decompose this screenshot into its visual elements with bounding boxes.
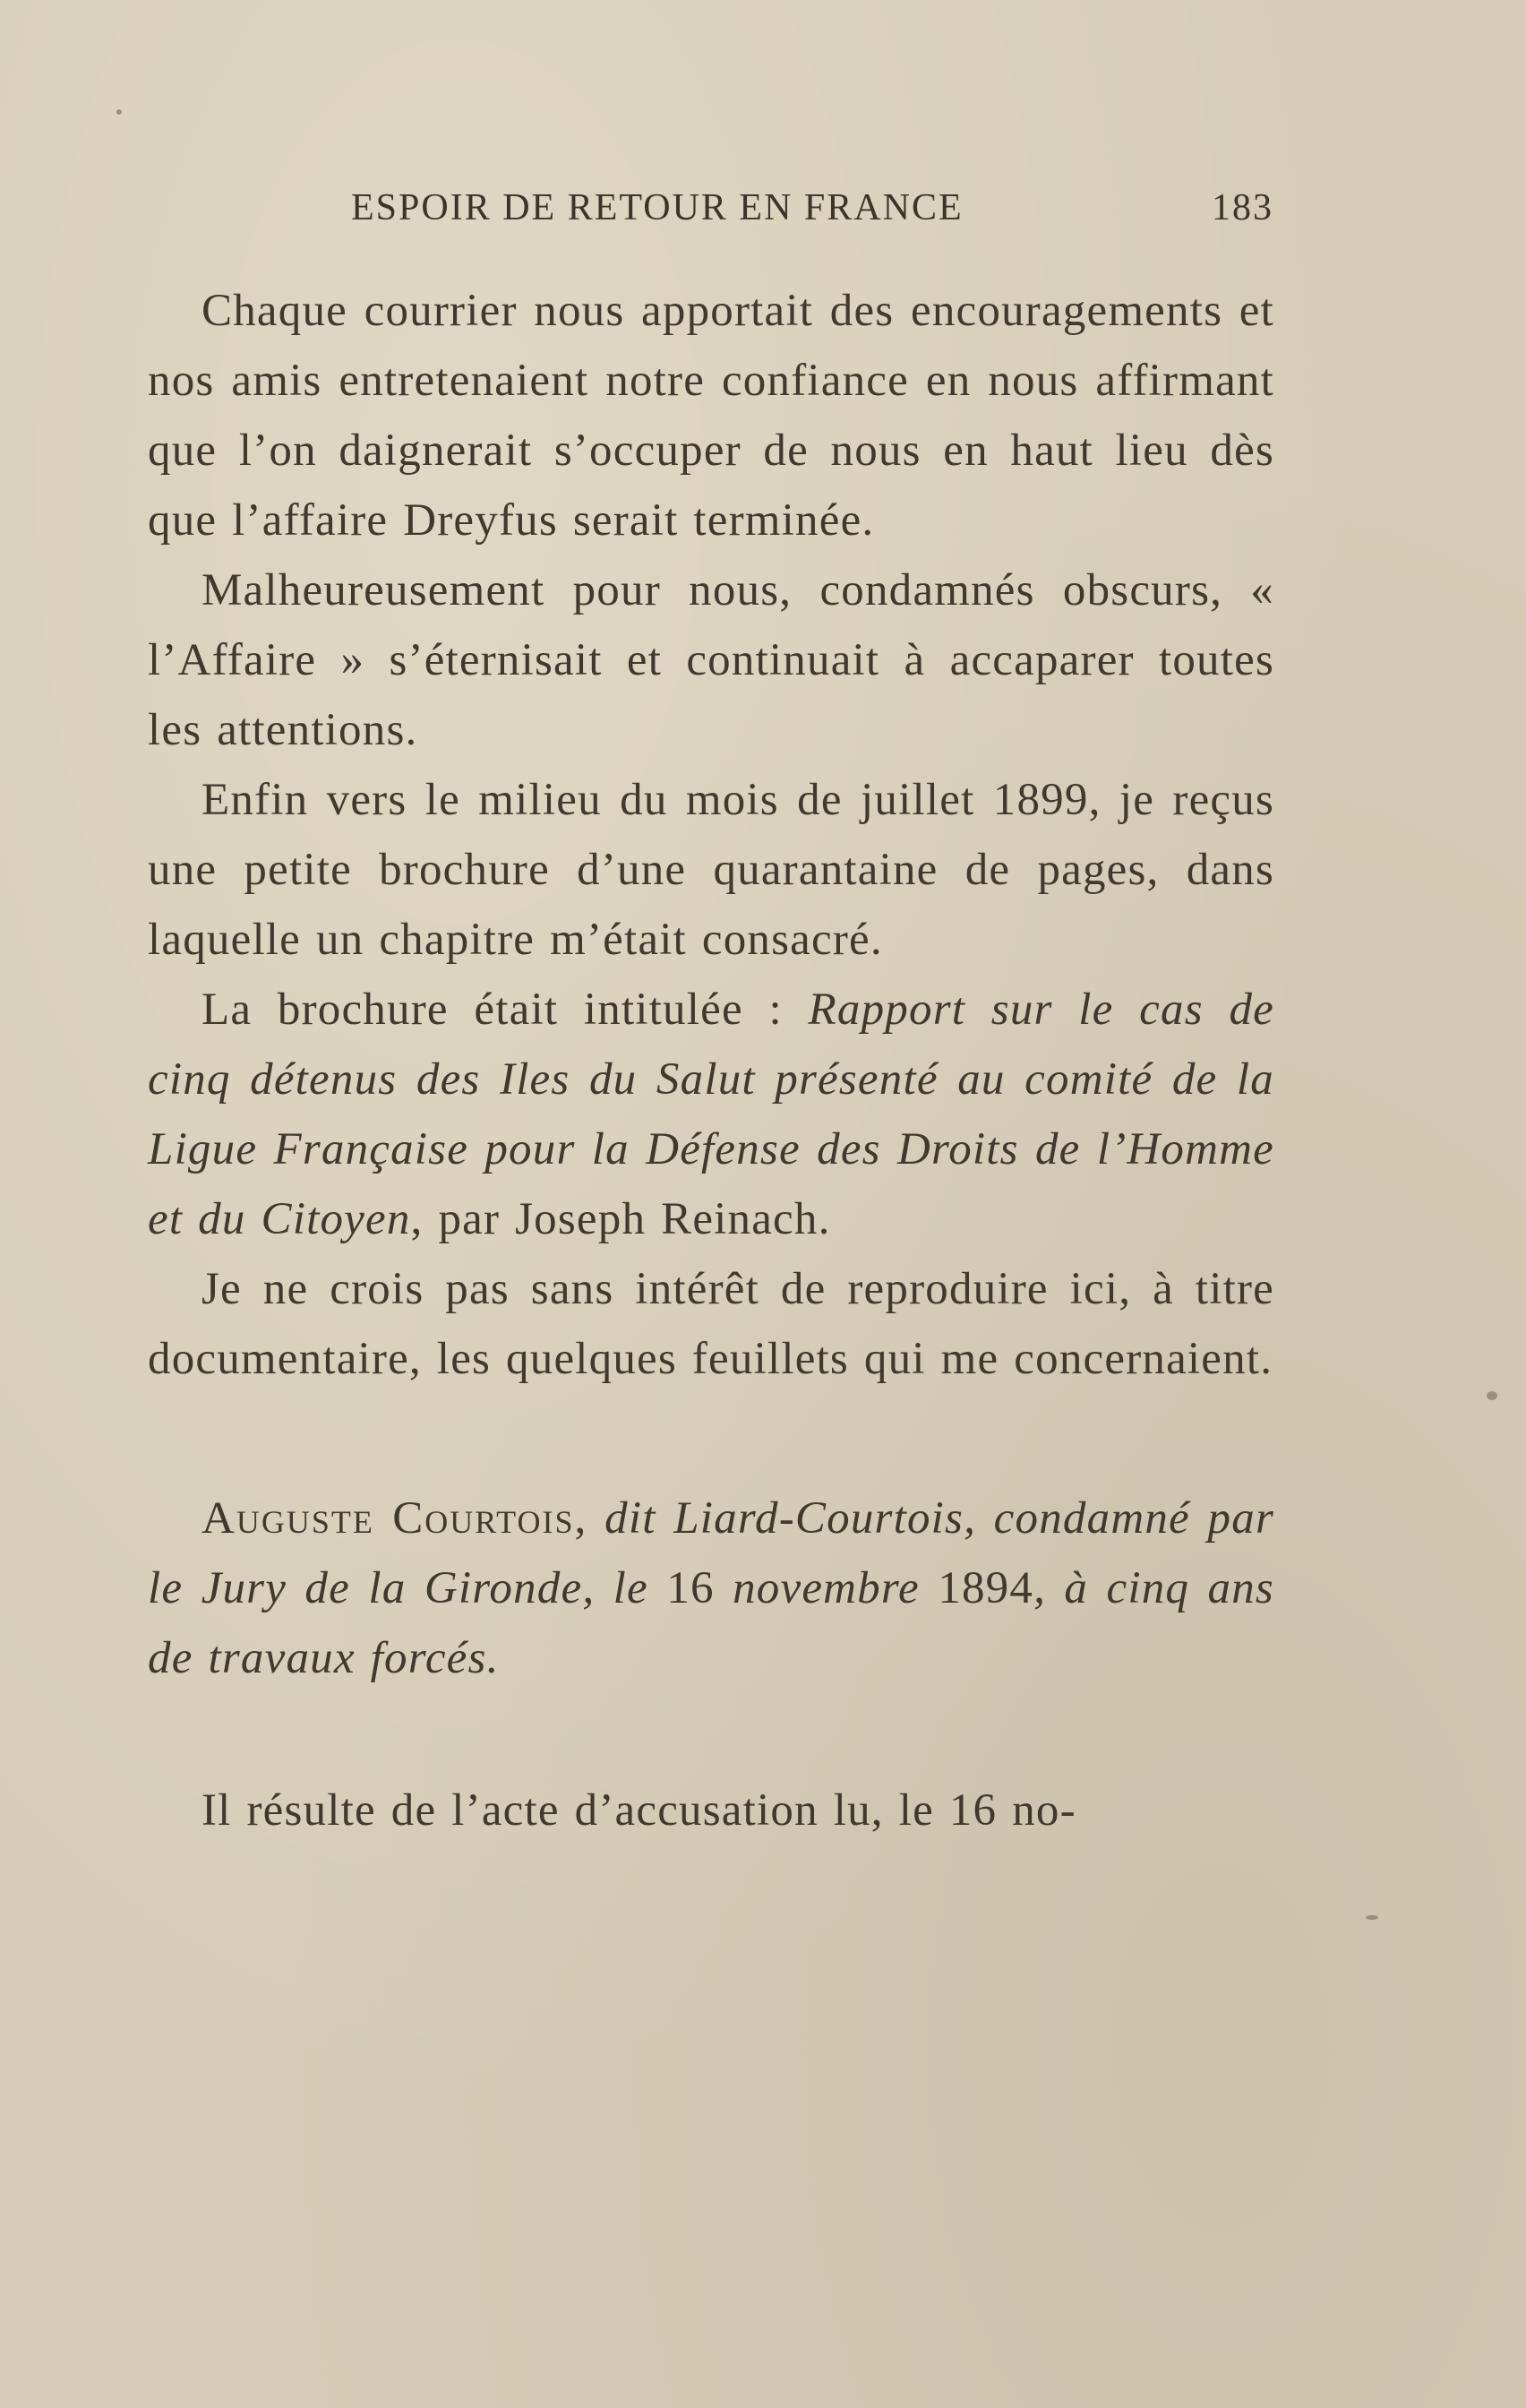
case-name: Auguste Courtois bbox=[201, 1493, 575, 1544]
case-sep: , bbox=[574, 1493, 605, 1544]
running-title: ESPOIR DE RETOUR EN FRANCE bbox=[351, 187, 964, 228]
case-roman-2: 1894 bbox=[919, 1563, 1034, 1613]
case-italic-1: dit Liard-Courtois, condamné par le Jury de la Gironde, le bbox=[148, 1493, 1274, 1613]
paragraph-4-tail: , par Joseph Reinach. bbox=[410, 1194, 831, 1244]
case-heading bbox=[148, 1484, 1274, 1693]
case-italic-2: novembre bbox=[733, 1563, 920, 1613]
paper-speck bbox=[1366, 1915, 1378, 1920]
paragraph-5: Je ne crois pas sans intérêt de reproduire ici, à titre documentaire, les quelques feuillets qui me concernaient. bbox=[148, 1264, 1274, 1384]
case-roman-1: 16 bbox=[647, 1563, 733, 1613]
paragraph-7: Il résulte de l’acte d’accusation lu, le 16 no- bbox=[201, 1785, 1076, 1836]
paper-speck bbox=[116, 109, 122, 115]
paragraph-2: Malheureusement pour nous, condamnés obscurs, « l’Affaire » s’éternisait et continuait à accaparer toutes les attentions. bbox=[148, 565, 1274, 755]
paragraph-1: Chaque courrier nous apportait des encouragements et nos amis entretenaient notre confiance en nous affirmant que l’on daignerait s’occuper de nous en haut lieu dès que l’affaire Dreyfus serait terminée. bbox=[148, 286, 1274, 546]
report-title: Rapport sur le cas de cinq détenus des Iles du Salut présenté au comité de la Ligue Française pour la Défense des Droits de l’Homme et du Citoyen bbox=[148, 985, 1274, 1244]
running-head bbox=[351, 186, 1273, 236]
case-italic-3: , à cinq ans de travaux forcés. bbox=[148, 1563, 1274, 1683]
page-number: 183 bbox=[1212, 187, 1273, 228]
paragraph-3: Enfin vers le milieu du mois de juillet 1899, je reçus une petite brochure d’une quarantaine de pages, dans laquelle un chapitre m’était consacré. bbox=[148, 775, 1274, 965]
body-text bbox=[148, 276, 1274, 1845]
paragraph-4 bbox=[148, 975, 1274, 1254]
paragraph-4-intro: La brochure était intitulée : bbox=[201, 985, 809, 1035]
paper-speck bbox=[1487, 1391, 1497, 1400]
